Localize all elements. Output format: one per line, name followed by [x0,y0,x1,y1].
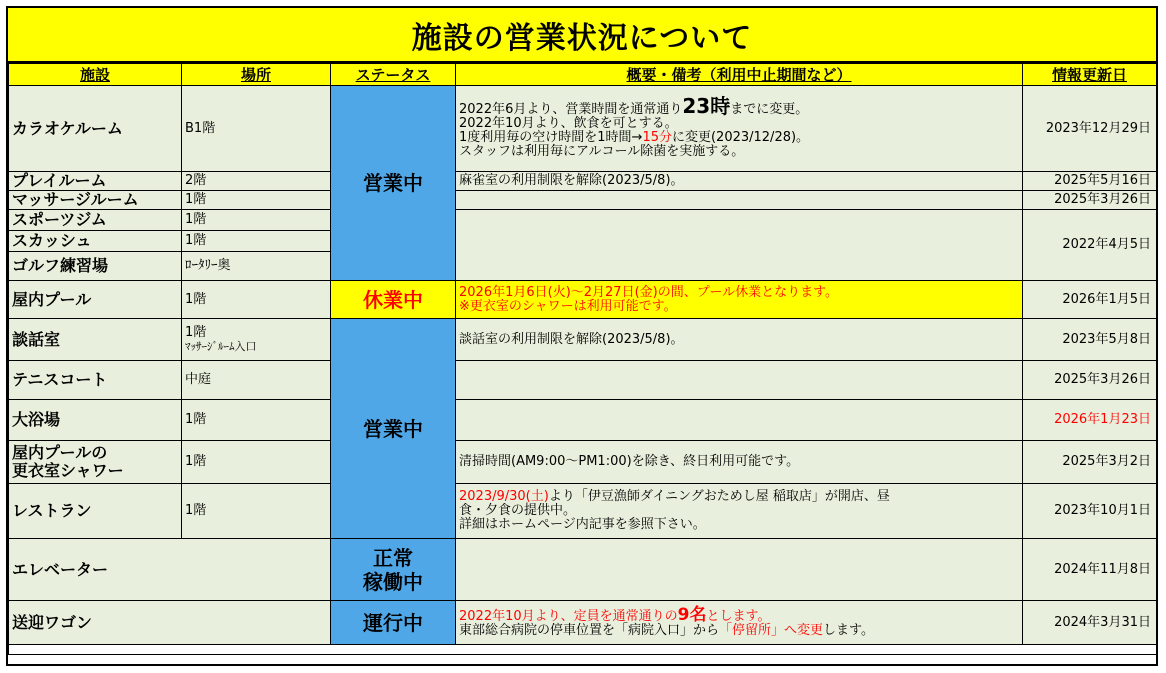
facility-squash: スカッシュ [9,231,182,252]
page-title: 施設の営業状況について [8,8,1156,63]
facility-status-table [8,63,1157,655]
note-bath [456,400,1023,441]
header-status: ステータス [331,64,456,86]
location-tennis: 中庭 [182,361,331,400]
status-wagon: 運行中 [331,601,456,645]
updated-restaurant: 2023年10月1日 [1023,484,1157,539]
updated-elevator: 2024年11月8日 [1023,539,1157,601]
location-shower: 1階 [182,441,331,484]
location-golf: ﾛｰﾀﾘｰ奥 [182,252,331,281]
spacer-row [9,645,1157,655]
location-playroom: 2階 [182,172,331,191]
updated-pool: 2026年1月5日 [1023,281,1157,319]
updated-massage: 2025年3月26日 [1023,191,1157,210]
table-row [9,210,1157,231]
facility-pool: 屋内プール [9,281,182,319]
note-massage [456,191,1023,210]
header-facility: 施設 [9,64,182,86]
facility-massage: マッサージルーム [9,191,182,210]
table-row [9,361,1157,400]
header-row [9,64,1157,86]
facility-bath: 大浴場 [9,400,182,441]
facility-gym: スポーツジム [9,210,182,231]
table-row [9,539,1157,601]
status-open-group1: 営業中 [331,86,456,281]
note-pool: 2026年1月6日(火)～2月27日(金)の間、プール休業となります。 ※更衣室のシャワーは利用可能です。 [456,281,1023,319]
note-tennis [456,361,1023,400]
status-elevator: 正常 稼働中 [331,539,456,601]
status-open-group2: 営業中 [331,319,456,539]
status-closed: 休業中 [331,281,456,319]
header-updated: 情報更新日 [1023,64,1157,86]
note-wagon: 2022年10月より、定員を通常通りの9名とします。 東部総合病院の停車位置を「病院入口」から「停留所」へ変更します。 [456,601,1023,645]
updated-wagon: 2024年3月31日 [1023,601,1157,645]
facility-golf: ゴルフ練習場 [9,252,182,281]
table-row [9,601,1157,645]
table-row [9,172,1157,191]
note-restaurant: 2023/9/30(土)より「伊豆漁師ダイニングおためし屋 稲取店」が開店、昼 食・夕食の提供中。 詳細はホームページ内記事を参照下さい。 [456,484,1023,539]
table-row [9,400,1157,441]
facility-shower: 屋内プールの 更衣室シャワー [9,441,182,484]
note-karaoke: 2022年6月より、営業時間を通常通り23時までに変更。 2022年10月より、飲食を可とする。 1度利用毎の空け時間を1時間→15分に変更(2023/12/28)。 スタッフは利用毎にアルコール除菌を実施する。 [456,86,1023,172]
location-karaoke: B1階 [182,86,331,172]
table-row [9,484,1157,539]
table-row [9,191,1157,210]
note-lounge: 談話室の利用制限を解除(2023/5/8)。 [456,319,1023,361]
header-notes: 概要・備考（利用中止期間など） [456,64,1023,86]
table-row [9,441,1157,484]
facility-tennis: テニスコート [9,361,182,400]
table-row [9,319,1157,361]
note-playroom: 麻雀室の利用制限を解除(2023/5/8)。 [456,172,1023,191]
updated-sports: 2022年4月5日 [1023,210,1157,281]
location-squash: 1階 [182,231,331,252]
location-pool: 1階 [182,281,331,319]
updated-bath: 2026年1月23日 [1023,400,1157,441]
facility-playroom: プレイルーム [9,172,182,191]
updated-tennis: 2025年3月26日 [1023,361,1157,400]
note-elevator [456,539,1023,601]
note-sports [456,210,1023,281]
note-shower: 清掃時間(AM9:00～PM1:00)を除き、終日利用可能です。 [456,441,1023,484]
updated-shower: 2025年3月2日 [1023,441,1157,484]
location-gym: 1階 [182,210,331,231]
table-row [9,86,1157,172]
location-restaurant: 1階 [182,484,331,539]
updated-playroom: 2025年5月16日 [1023,172,1157,191]
location-lounge: 1階 ﾏｯｻｰｼﾞﾙｰﾑ入口 [182,319,331,361]
location-bath: 1階 [182,400,331,441]
facility-restaurant: レストラン [9,484,182,539]
table-row [9,281,1157,319]
updated-lounge: 2023年5月8日 [1023,319,1157,361]
facility-elevator: エレベーター [9,539,331,601]
facility-lounge: 談話室 [9,319,182,361]
location-massage: 1階 [182,191,331,210]
header-location: 場所 [182,64,331,86]
updated-karaoke: 2023年12月29日 [1023,86,1157,172]
facility-karaoke: カラオケルーム [9,86,182,172]
facility-status-sheet [6,6,1158,666]
spacer-cell [9,645,1157,655]
facility-wagon: 送迎ワゴン [9,601,331,645]
